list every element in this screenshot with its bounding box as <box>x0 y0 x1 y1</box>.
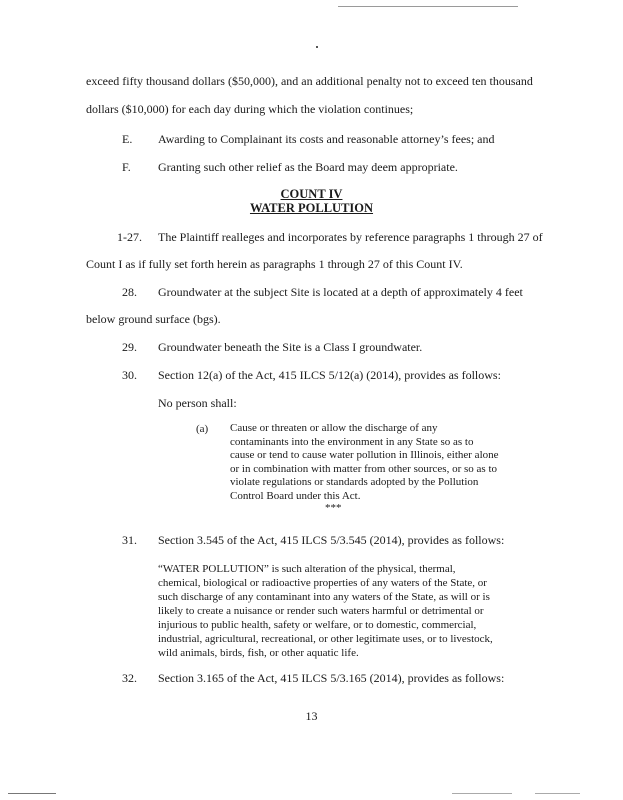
paragraph-text: below ground surface (bgs). <box>86 312 221 326</box>
quote-line: Cause or threaten or allow the discharge of any <box>230 422 438 434</box>
quote-line: such discharge of any contaminant into any waters of the State, as will or is <box>158 591 490 603</box>
item-text-f: Granting such other relief as the Board may deem appropriate. <box>158 160 458 174</box>
quote-line: injurious to public health, safety or welfare, or to domestic, commercial, <box>158 619 477 631</box>
quote-line: industrial, agricultural, recreational, or other legitimate uses, or to livestock, <box>158 633 493 645</box>
quote-line: likely to create a nuisance or render such waters harmful or detrimental or <box>158 605 484 617</box>
paragraph-text: The Plaintiff realleges and incorporates by reference paragraphs 1 through 27 of <box>158 230 543 244</box>
item-text-e: Awarding to Complainant its costs and reasonable attorney’s fees; and <box>158 132 495 146</box>
text-line: exceed fifty thousand dollars ($50,000), and an additional penalty not to exceed ten thousand <box>86 74 533 88</box>
paragraph-number: 1-27. <box>117 230 142 244</box>
paragraph-text: Section 12(a) of the Act, 415 ILCS 5/12(a) (2014), provides as follows: <box>158 368 501 382</box>
quote-line: Control Board under this Act. <box>230 490 361 502</box>
paragraph-text: Groundwater at the subject Site is located at a depth of approximately 4 feet <box>158 285 523 299</box>
quote-line: violate regulations or standards adopted by the Pollution <box>230 476 479 489</box>
paragraph-text: Section 3.545 of the Act, 415 ILCS 5/3.545 (2014), provides as follows: <box>158 533 505 547</box>
scan-artifact-top <box>338 6 518 7</box>
section-title: WATER POLLUTION <box>249 201 374 215</box>
paragraph-number: 31. <box>122 533 137 547</box>
scan-artifact-bottom <box>535 793 580 794</box>
paragraph-text: Count I as if fully set forth herein as paragraphs 1 through 27 of this Count IV. <box>86 257 463 271</box>
quote-line: “WATER POLLUTION” is such alteration of the physical, thermal, <box>158 563 456 575</box>
item-letter-e: E. <box>122 132 133 146</box>
paragraph-text: Groundwater beneath the Site is a Class I groundwater. <box>158 340 423 354</box>
paragraph-number: 29. <box>122 340 137 354</box>
paragraph-number: 30. <box>122 368 137 382</box>
paragraph-number: 28. <box>122 285 137 299</box>
quote-line: chemical, biological or radioactive properties of any waters of the State, or <box>158 577 487 589</box>
scan-artifact-bottom <box>8 793 56 794</box>
scan-artifact-dot <box>316 46 318 48</box>
page-number: 13 <box>305 709 318 723</box>
count-heading: COUNT IV <box>280 187 343 201</box>
scan-artifact-bottom <box>452 793 512 794</box>
quote-line: wild animals, birds, fish, or other aquatic life. <box>158 647 359 659</box>
quote-line: or in combination with matter from other sources, or so as to <box>230 462 497 475</box>
quote-intro: No person shall: <box>158 396 237 410</box>
quote-line: contaminants into the environment in any State so as to <box>230 435 474 448</box>
quote-line: cause or tend to cause water pollution in Illinois, either alone <box>230 449 499 462</box>
paragraph-text: Section 3.165 of the Act, 415 ILCS 5/3.165 (2014), provides as follows: <box>158 671 505 685</box>
text-line: dollars ($10,000) for each day during which the violation continues; <box>86 102 414 116</box>
paragraph-number: 32. <box>122 671 137 685</box>
subsection-label: (a) <box>196 423 209 435</box>
omission-marker: *** <box>325 502 342 514</box>
item-letter-f: F. <box>122 160 131 174</box>
